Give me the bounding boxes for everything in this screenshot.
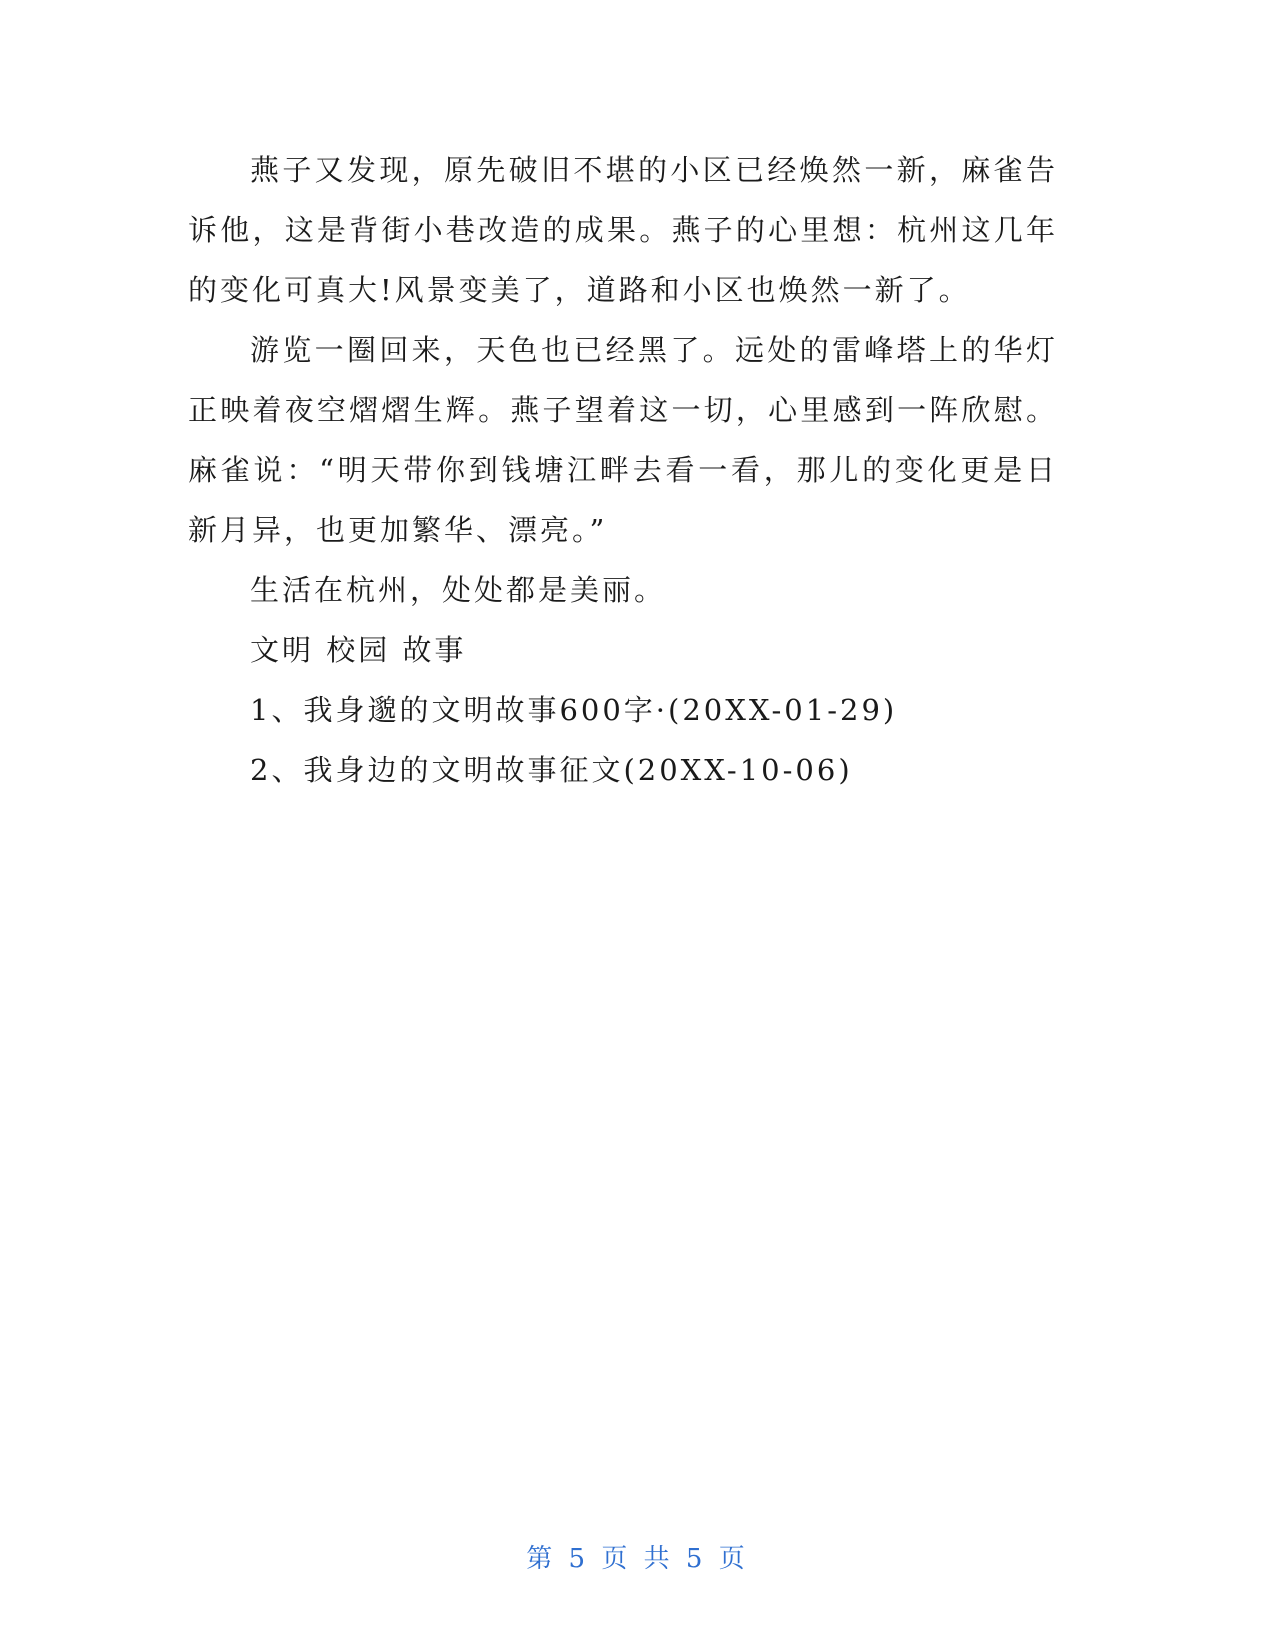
related-link-1[interactable]: 1、我身邈的文明故事600字·(20XX-01-29) (250, 693, 898, 727)
paragraph-tour-evening: 游览一圈回来，天色也已经黑了。远处的雷峰塔上的华灯正映着夜空熠熠生辉。燕子望着这一切，心里感到一阵欣慰。麻雀说：“明天带你到钱塘江畔去看一看，那儿的变化更是日新月异，也更加繁华、漂亮。” (188, 333, 1058, 547)
paragraph-swallow-discovers: 燕子又发现，原先破旧不堪的小区已经焕然一新，麻雀告诉他，这是背街小巷改造的成果。燕子的心里想：杭州这几年的变化可真大!风景变美了，道路和小区也焕然一新了。 (188, 153, 1058, 307)
related-link-2[interactable]: 2、我身边的文明故事征文(20XX-10-06) (250, 753, 853, 787)
page-number-footer: 第 5 页 共 5 页 (526, 1544, 749, 1574)
section-heading: 文明 校园 故事 (250, 633, 467, 667)
document-body (188, 140, 1058, 800)
paragraph-living-in-hangzhou: 生活在杭州，处处都是美丽。 (250, 573, 667, 607)
